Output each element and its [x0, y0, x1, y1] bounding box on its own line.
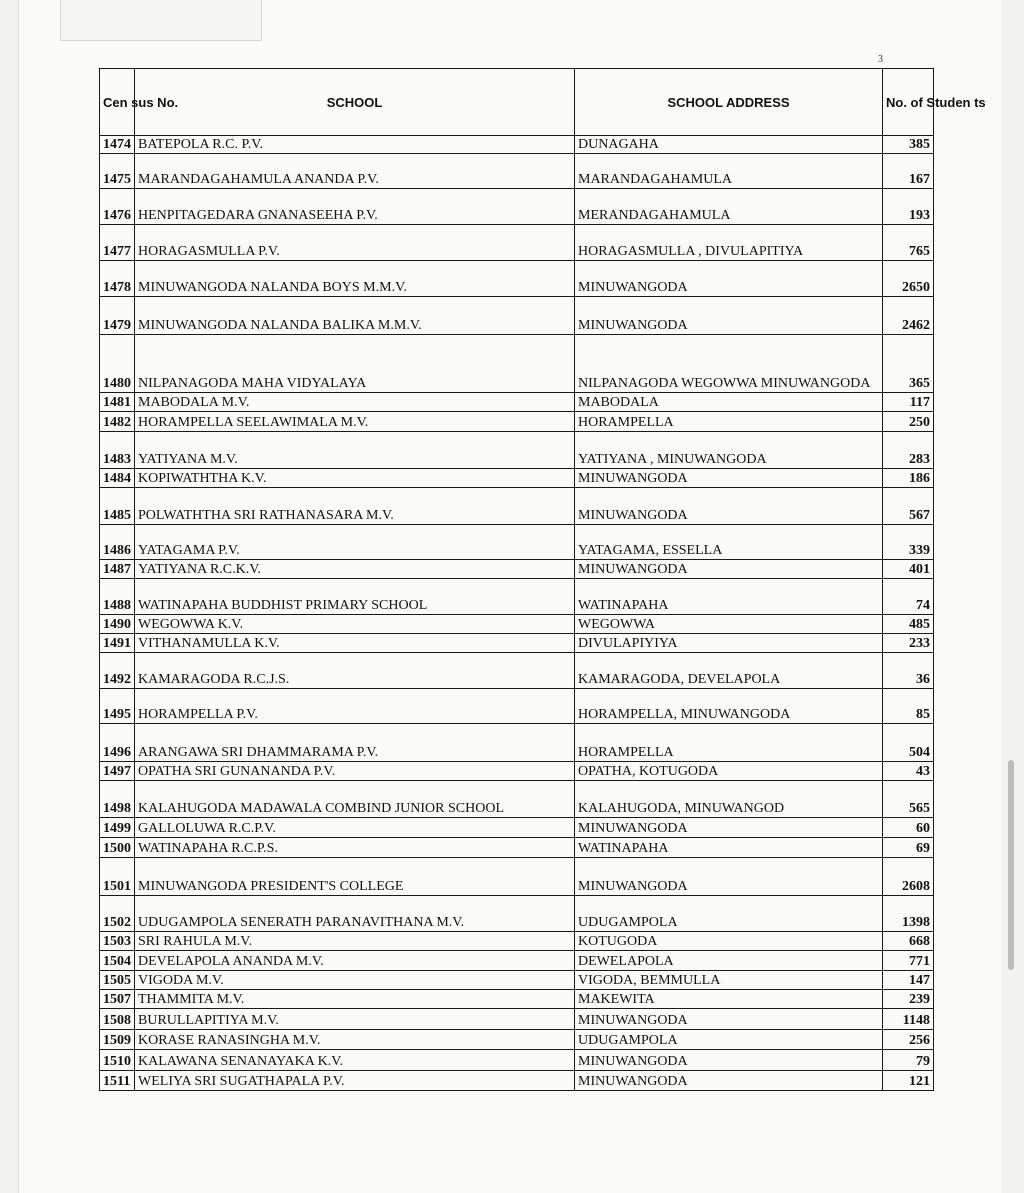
school-name-cell: VIGODA M.V.	[135, 971, 575, 990]
school-name-cell: POLWATHTHA SRI RATHANASARA M.V.	[135, 488, 575, 525]
census-no-cell: 1498	[100, 781, 135, 818]
header-school: SCHOOL	[135, 69, 575, 136]
table-row	[100, 1030, 934, 1050]
school-address-cell: MARANDAGAHAMULA	[575, 154, 883, 189]
student-count-cell: 239	[883, 990, 934, 1009]
school-name-cell: YATAGAMA P.V.	[135, 525, 575, 560]
school-name-cell: NILPANAGODA MAHA VIDYALAYA	[135, 335, 575, 393]
student-count-cell: 256	[883, 1030, 934, 1050]
school-address-cell: MINUWANGODA	[575, 1050, 883, 1071]
census-no-cell: 1481	[100, 393, 135, 412]
student-count-cell: 1148	[883, 1009, 934, 1030]
school-address-cell: WATINAPAHA	[575, 838, 883, 858]
school-name-cell: KALAHUGODA MADAWALA COMBIND JUNIOR SCHOOL	[135, 781, 575, 818]
student-count-cell: 401	[883, 560, 934, 579]
school-address-cell: MINUWANGODA	[575, 469, 883, 488]
page-mark: 3	[878, 54, 883, 65]
school-name-cell: KOPIWATHTHA K.V.	[135, 469, 575, 488]
table-row	[100, 136, 934, 154]
table-row	[100, 579, 934, 615]
census-no-cell: 1508	[100, 1009, 135, 1030]
school-address-cell: MABODALA	[575, 393, 883, 412]
table-row	[100, 818, 934, 838]
scrollbar-thumb[interactable]	[1008, 760, 1014, 970]
background-page-edge	[60, 0, 262, 41]
student-count-cell: 233	[883, 634, 934, 653]
school-address-cell: MINUWANGODA	[575, 297, 883, 335]
school-name-cell: ARANGAWA SRI DHAMMARAMA P.V.	[135, 724, 575, 762]
student-count-cell: 283	[883, 432, 934, 469]
school-name-cell: KALAWANA SENANAYAKA K.V.	[135, 1050, 575, 1071]
student-count-cell: 385	[883, 136, 934, 154]
school-address-cell: HORAMPELLA	[575, 724, 883, 762]
school-address-cell: DIVULAPIYIYA	[575, 634, 883, 653]
student-count-cell: 2462	[883, 297, 934, 335]
school-name-cell: YATIYANA R.C.K.V.	[135, 560, 575, 579]
student-count-cell: 36	[883, 653, 934, 689]
table-row	[100, 990, 934, 1009]
census-no-cell: 1504	[100, 951, 135, 971]
table-row	[100, 560, 934, 579]
student-count-cell: 771	[883, 951, 934, 971]
table-row	[100, 469, 934, 488]
table-body	[100, 136, 934, 1091]
school-address-cell: DEWELAPOLA	[575, 951, 883, 971]
census-no-cell: 1476	[100, 189, 135, 225]
table-row	[100, 261, 934, 297]
census-no-cell: 1488	[100, 579, 135, 615]
table-row	[100, 189, 934, 225]
table-header-row	[100, 69, 934, 136]
student-count-cell: 1398	[883, 896, 934, 932]
school-address-cell: MINUWANGODA	[575, 560, 883, 579]
school-name-cell: UDUGAMPOLA SENERATH PARANAVITHANA M.V.	[135, 896, 575, 932]
student-count-cell: 186	[883, 469, 934, 488]
student-count-cell: 79	[883, 1050, 934, 1071]
student-count-cell: 117	[883, 393, 934, 412]
table-row	[100, 634, 934, 653]
census-no-cell: 1485	[100, 488, 135, 525]
school-address-cell: DUNAGAHA	[575, 136, 883, 154]
census-no-cell: 1510	[100, 1050, 135, 1071]
school-name-cell: BATEPOLA R.C. P.V.	[135, 136, 575, 154]
census-no-cell: 1501	[100, 858, 135, 896]
school-address-cell: KALAHUGODA, MINUWANGOD	[575, 781, 883, 818]
table-row	[100, 432, 934, 469]
school-address-cell: KOTUGODA	[575, 932, 883, 951]
census-no-cell: 1511	[100, 1071, 135, 1091]
table-row	[100, 838, 934, 858]
school-name-cell: KORASE RANASINGHA M.V.	[135, 1030, 575, 1050]
school-name-cell: YATIYANA M.V.	[135, 432, 575, 469]
student-count-cell: 43	[883, 762, 934, 781]
student-count-cell: 121	[883, 1071, 934, 1091]
table-row	[100, 951, 934, 971]
student-count-cell: 60	[883, 818, 934, 838]
table-row	[100, 724, 934, 762]
school-address-cell: YATAGAMA, ESSELLA	[575, 525, 883, 560]
header-census-no: Cen sus No.	[100, 69, 135, 136]
census-no-cell: 1480	[100, 335, 135, 393]
census-no-cell: 1478	[100, 261, 135, 297]
table-row	[100, 154, 934, 189]
school-address-cell: HORAMPELLA	[575, 412, 883, 432]
census-no-cell: 1496	[100, 724, 135, 762]
school-census-table	[99, 68, 986, 1091]
census-no-cell: 1487	[100, 560, 135, 579]
table-row	[100, 896, 934, 932]
school-address-cell: MERANDAGAHAMULA	[575, 189, 883, 225]
school-name-cell: HORAGASMULLA P.V.	[135, 225, 575, 261]
census-no-cell: 1497	[100, 762, 135, 781]
school-name-cell: WEGOWWA K.V.	[135, 615, 575, 634]
census-no-cell: 1503	[100, 932, 135, 951]
school-name-cell: HENPITAGEDARA GNANASEEHA P.V.	[135, 189, 575, 225]
student-count-cell: 565	[883, 781, 934, 818]
student-count-cell: 193	[883, 189, 934, 225]
census-no-cell: 1479	[100, 297, 135, 335]
table-row	[100, 615, 934, 634]
student-count-cell: 85	[883, 689, 934, 724]
student-count-cell: 365	[883, 335, 934, 393]
school-name-cell: THAMMITA M.V.	[135, 990, 575, 1009]
census-no-cell: 1474	[100, 136, 135, 154]
student-count-cell: 339	[883, 525, 934, 560]
student-count-cell: 567	[883, 488, 934, 525]
student-count-cell: 765	[883, 225, 934, 261]
school-name-cell: DEVELAPOLA ANANDA M.V.	[135, 951, 575, 971]
school-name-cell: KAMARAGODA R.C.J.S.	[135, 653, 575, 689]
census-no-cell: 1490	[100, 615, 135, 634]
census-no-cell: 1500	[100, 838, 135, 858]
school-address-cell: YATIYANA , MINUWANGODA	[575, 432, 883, 469]
student-count-cell: 668	[883, 932, 934, 951]
table-row	[100, 653, 934, 689]
school-address-cell: MINUWANGODA	[575, 858, 883, 896]
student-count-cell: 2650	[883, 261, 934, 297]
student-count-cell: 74	[883, 579, 934, 615]
school-address-cell: MINUWANGODA	[575, 488, 883, 525]
school-address-cell: WEGOWWA	[575, 615, 883, 634]
school-address-cell: HORAMPELLA, MINUWANGODA	[575, 689, 883, 724]
census-no-cell: 1507	[100, 990, 135, 1009]
school-name-cell: MINUWANGODA NALANDA BALIKA M.M.V.	[135, 297, 575, 335]
school-address-cell: MINUWANGODA	[575, 818, 883, 838]
table-row	[100, 297, 934, 335]
school-address-cell: MINUWANGODA	[575, 261, 883, 297]
school-name-cell: VITHANAMULLA K.V.	[135, 634, 575, 653]
table-row	[100, 858, 934, 896]
school-address-cell: UDUGAMPOLA	[575, 896, 883, 932]
table-row	[100, 393, 934, 412]
school-address-cell: NILPANAGODA WEGOWWA MINUWANGODA	[575, 335, 883, 393]
table-row	[100, 225, 934, 261]
census-no-cell: 1486	[100, 525, 135, 560]
school-name-cell: HORAMPELLA SEELAWIMALA M.V.	[135, 412, 575, 432]
census-no-cell: 1477	[100, 225, 135, 261]
table-row	[100, 971, 934, 990]
table-row	[100, 781, 934, 818]
table-row	[100, 1071, 934, 1091]
table-row	[100, 932, 934, 951]
header-no-of-students: No. of Studen ts	[883, 69, 934, 136]
student-count-cell: 250	[883, 412, 934, 432]
school-name-cell: MINUWANGODA PRESIDENT'S COLLEGE	[135, 858, 575, 896]
school-address-cell: WATINAPAHA	[575, 579, 883, 615]
table-row	[100, 412, 934, 432]
census-no-cell: 1495	[100, 689, 135, 724]
census-no-cell: 1502	[100, 896, 135, 932]
school-name-cell: WELIYA SRI SUGATHAPALA P.V.	[135, 1071, 575, 1091]
census-no-cell: 1483	[100, 432, 135, 469]
school-name-cell: MARANDAGAHAMULA ANANDA P.V.	[135, 154, 575, 189]
school-name-cell: SRI RAHULA M.V.	[135, 932, 575, 951]
student-count-cell: 147	[883, 971, 934, 990]
table-row	[100, 1050, 934, 1071]
student-count-cell: 69	[883, 838, 934, 858]
census-no-cell: 1509	[100, 1030, 135, 1050]
student-count-cell: 504	[883, 724, 934, 762]
school-address-cell: KAMARAGODA, DEVELAPOLA	[575, 653, 883, 689]
school-name-cell: MINUWANGODA NALANDA BOYS M.M.V.	[135, 261, 575, 297]
header-school-address: SCHOOL ADDRESS	[575, 69, 883, 136]
table-row	[100, 762, 934, 781]
census-no-cell: 1492	[100, 653, 135, 689]
table-row	[100, 689, 934, 724]
school-address-cell: MAKEWITA	[575, 990, 883, 1009]
census-no-cell: 1482	[100, 412, 135, 432]
school-name-cell: GALLOLUWA R.C.P.V.	[135, 818, 575, 838]
school-name-cell: WATINAPAHA BUDDHIST PRIMARY SCHOOL	[135, 579, 575, 615]
table-row	[100, 525, 934, 560]
census-no-cell: 1491	[100, 634, 135, 653]
census-no-cell: 1475	[100, 154, 135, 189]
table-row	[100, 335, 934, 393]
school-address-cell: HORAGASMULLA , DIVULAPITIYA	[575, 225, 883, 261]
table-row	[100, 1009, 934, 1030]
census-no-cell: 1499	[100, 818, 135, 838]
school-address-cell: OPATHA, KOTUGODA	[575, 762, 883, 781]
school-address-cell: MINUWANGODA	[575, 1071, 883, 1091]
school-name-cell: BURULLAPITIYA M.V.	[135, 1009, 575, 1030]
school-address-cell: VIGODA, BEMMULLA	[575, 971, 883, 990]
school-address-cell: UDUGAMPOLA	[575, 1030, 883, 1050]
table-row	[100, 488, 934, 525]
school-name-cell: MABODALA M.V.	[135, 393, 575, 412]
student-count-cell: 2608	[883, 858, 934, 896]
student-count-cell: 167	[883, 154, 934, 189]
school-address-cell: MINUWANGODA	[575, 1009, 883, 1030]
census-no-cell: 1484	[100, 469, 135, 488]
school-name-cell: HORAMPELLA P.V.	[135, 689, 575, 724]
student-count-cell: 485	[883, 615, 934, 634]
census-no-cell: 1505	[100, 971, 135, 990]
school-name-cell: OPATHA SRI GUNANANDA P.V.	[135, 762, 575, 781]
school-name-cell: WATINAPAHA R.C.P.S.	[135, 838, 575, 858]
